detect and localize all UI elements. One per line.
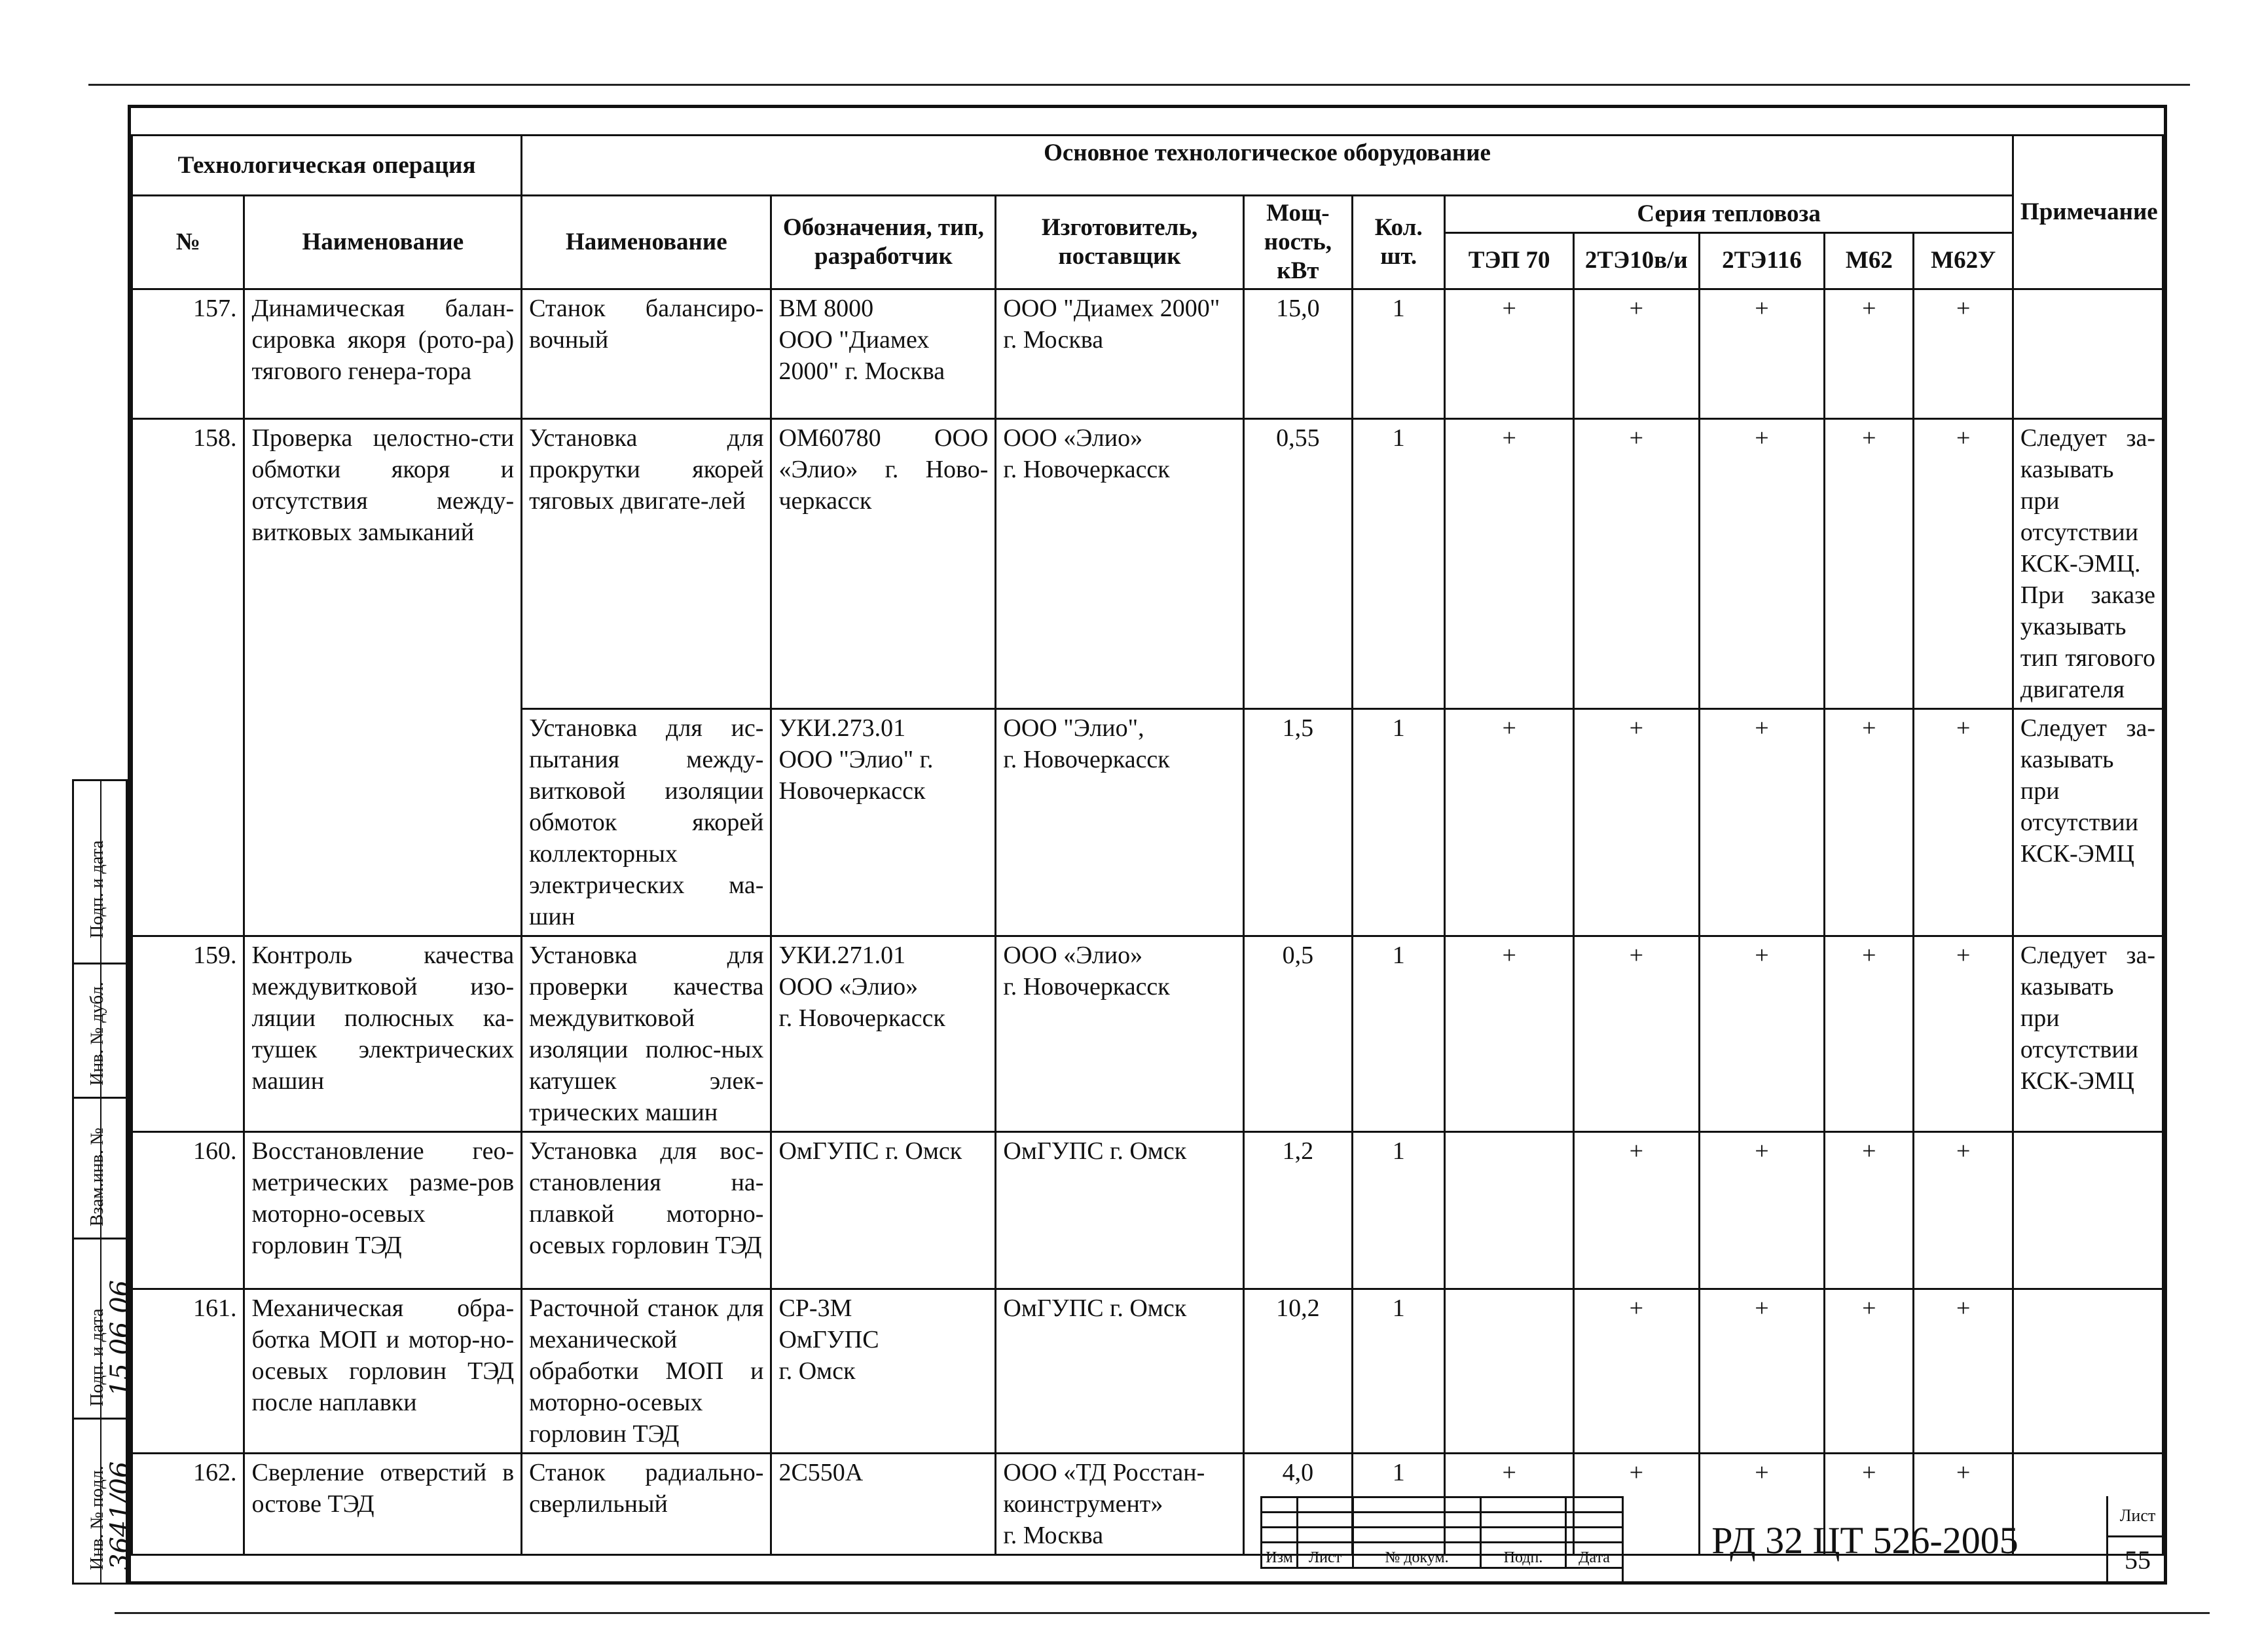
row-note — [2013, 289, 2163, 419]
header-manufacturer: Изготовитель, поставщик — [996, 196, 1243, 289]
table-row — [132, 289, 2163, 419]
header-series-m62: М62 — [1825, 232, 1914, 289]
row-manufacturer: ОмГУПС г. Омск — [996, 1132, 1243, 1289]
row-num: 159. — [132, 936, 244, 1132]
sheet-number: 55 — [2125, 1545, 2151, 1575]
row-equipment-name: Станок балансиро-вочный — [522, 289, 771, 419]
row-equipment-name: Станок радиально-сверлильный — [522, 1454, 771, 1555]
row-series-m62u: + — [1914, 1454, 2013, 1555]
row-series-m62: + — [1825, 1454, 1914, 1555]
row-series-2te116: + — [1699, 1454, 1825, 1555]
side-cell-inv-dubl — [74, 964, 126, 1099]
header-note: Примечание — [2013, 136, 2163, 289]
row-qty: 1 — [1353, 936, 1445, 1132]
header-qty: Кол. шт. — [1353, 196, 1445, 289]
row-series-tep70: + — [1445, 419, 1574, 709]
row-power: 1,2 — [1243, 1132, 1352, 1289]
row-operation: Восстановление гео-метрических разме-ров моторно-осевых горловин ТЭД — [244, 1132, 522, 1289]
row-note: Следует за-казывать при отсутствии КСК-ЭМЦ. При заказе указывать тип тягового двигателя — [2013, 419, 2163, 709]
row-qty: 1 — [1353, 1454, 1445, 1555]
row-series-m62u: + — [1914, 289, 2013, 419]
row-note — [2013, 1132, 2163, 1289]
row-power: 0,5 — [1243, 936, 1352, 1132]
side-cell-vzam-inv — [74, 1099, 126, 1239]
table-row — [132, 1289, 2163, 1454]
row-num: 160. — [132, 1132, 244, 1289]
row-series-m62: + — [1825, 1132, 1914, 1289]
row-power: 10,2 — [1243, 1289, 1352, 1454]
side-signature-date: 15.06.06 — [105, 1279, 136, 1397]
side-cell-inv-podl — [74, 1420, 136, 1583]
row-operation: Динамическая балан-сировка якоря (рото-ра) тягового генера-тора — [244, 289, 522, 419]
row-series-tep70: + — [1445, 936, 1574, 1132]
row-series-m62: + — [1825, 1289, 1914, 1454]
header-series-tep70: ТЭП 70 — [1445, 232, 1574, 289]
row-designation: СР-3М ОмГУПС г. Омск — [771, 1289, 996, 1454]
row-num: 157. — [132, 289, 244, 419]
row-operation: Контроль качества междувитковой изо-ляции полюсных ка-тушек электрических машин — [244, 936, 522, 1132]
row-series-m62: + — [1825, 936, 1914, 1132]
row-note: Следует за-казывать при отсутствии КСК-ЭМЦ — [2013, 936, 2163, 1132]
row-series-2te10: + — [1574, 936, 1700, 1132]
row-series-m62u: + — [1914, 936, 2013, 1132]
header-num: № — [132, 196, 244, 289]
row-equipment-name: Установка для вос-становления на-плавкой моторно-осевых горловин ТЭД — [522, 1132, 771, 1289]
row-series-2te10: + — [1574, 709, 1700, 936]
row-power: 0,55 — [1243, 419, 1352, 709]
header-op-name: Наименование — [244, 196, 522, 289]
side-label-vzam-inv: Взам.инв. № — [87, 1128, 107, 1226]
bottom-rule — [115, 1612, 2210, 1614]
row-series-2te116: + — [1699, 1289, 1825, 1454]
row-series-2te116: + — [1699, 419, 1825, 709]
row-num: 158. — [132, 419, 244, 936]
header-series: Серия тепловоза — [1445, 196, 2013, 233]
row-series-2te116: + — [1699, 709, 1825, 936]
row-qty: 1 — [1353, 709, 1445, 936]
header-tech-operation: Технологическая операция — [132, 136, 522, 196]
sheet-box — [2106, 1496, 2167, 1585]
title-block — [1260, 1496, 2167, 1585]
header-series-2te116: 2ТЭ116 — [1699, 232, 1825, 289]
header-series-m62u: М62У — [1914, 232, 2013, 289]
row-series-2te10: + — [1574, 1289, 1700, 1454]
row-series-m62u: + — [1914, 1289, 2013, 1454]
header-eq-name: Наименование — [522, 196, 771, 289]
row-operation: Сверление отверстий в остове ТЭД — [244, 1454, 522, 1555]
row-series-2te10: + — [1574, 1454, 1700, 1555]
row-manufacturer: ООО «Элио» г. Новочеркасск — [996, 419, 1243, 709]
row-series-tep70: + — [1445, 289, 1574, 419]
row-power: 15,0 — [1243, 289, 1352, 419]
side-cell-podp-data — [74, 781, 126, 964]
row-series-m62: + — [1825, 419, 1914, 709]
row-designation: 2С550А — [771, 1454, 996, 1555]
row-series-m62: + — [1825, 289, 1914, 419]
row-series-2te10: + — [1574, 289, 1700, 419]
tb-label-list: Лист — [1298, 1543, 1353, 1568]
row-series-tep70: + — [1445, 709, 1574, 936]
side-stamp-strip — [72, 779, 136, 1585]
tb-label-data: Дата — [1566, 1543, 1623, 1568]
header-main-equipment: Основное технологическое оборудование — [522, 136, 2013, 196]
row-manufacturer: ООО "Элио", г. Новочеркасск — [996, 709, 1243, 936]
row-qty: 1 — [1353, 289, 1445, 419]
row-qty: 1 — [1353, 1132, 1445, 1289]
row-designation: ВМ 8000 ООО "Диамех 2000" г. Москва — [771, 289, 996, 419]
row-series-m62u: + — [1914, 419, 2013, 709]
tb-label-izm: Изм — [1262, 1543, 1298, 1568]
row-designation: УКИ.271.01 ООО «Элио» г. Новочеркасск — [771, 936, 996, 1132]
row-manufacturer: ООО «Элио» г. Новочеркасск — [996, 936, 1243, 1132]
side-label-inv-podl: Инв. № подл. — [87, 1465, 107, 1570]
header-designation: Обозначения, тип, разработчик — [771, 196, 996, 289]
row-designation: УКИ.273.01 ООО "Элио" г. Новочеркасск — [771, 709, 996, 936]
row-manufacturer: ОмГУПС г. Омск — [996, 1289, 1243, 1454]
table-row — [132, 419, 2163, 709]
row-power: 1,5 — [1243, 709, 1352, 936]
header-power: Мощ-ность, кВт — [1243, 196, 1352, 289]
row-series-2te116: + — [1699, 1132, 1825, 1289]
tb-label-podp: Подп. — [1481, 1543, 1566, 1568]
row-operation: Механическая обра-ботка МОП и мотор-но-осевых горловин ТЭД после наплавки — [244, 1289, 522, 1454]
side-label-inv-dubl: Инв. № дубл. — [87, 982, 107, 1086]
top-rule — [88, 84, 2190, 86]
tb-label-doc: № докум. — [1353, 1543, 1481, 1568]
side-inv-number: 3641/06 — [105, 1461, 136, 1570]
row-num: 162. — [132, 1454, 244, 1555]
row-equipment-name: Расточной станок для механической обработки МОП и моторно-осевых горловин ТЭД — [522, 1289, 771, 1454]
row-series-m62u: + — [1914, 709, 2013, 936]
row-series-m62u: + — [1914, 1132, 2013, 1289]
sheet-label: Лист — [2108, 1496, 2167, 1537]
row-operation: Проверка целостно-сти обмотки якоря и отсутствия между-витковых замыканий — [244, 419, 522, 936]
row-manufacturer: ООО "Диамех 2000" г. Москва — [996, 289, 1243, 419]
row-power: 4,0 — [1243, 1454, 1352, 1555]
row-series-2te116: + — [1699, 289, 1825, 419]
row-series-2te10: + — [1574, 419, 1700, 709]
row-designation: ОМ60780 ООО «Элио» г. Ново-черкасск — [771, 419, 996, 709]
row-series-2te10: + — [1574, 1132, 1700, 1289]
row-series-m62: + — [1825, 709, 1914, 936]
table-row — [132, 936, 2163, 1132]
row-series-tep70 — [1445, 1132, 1574, 1289]
row-manufacturer: ООО «ТД Росстан-коинструмент» г. Москва — [996, 1454, 1243, 1555]
row-equipment-name: Установка для прокрутки якорей тяговых двигате-лей — [522, 419, 771, 709]
row-note: Следует за-казывать при отсутствии КСК-ЭМЦ — [2013, 709, 2163, 936]
side-label-podp-data-2: Подп. и дата — [87, 1308, 107, 1406]
side-cell-podp-data-2 — [74, 1239, 136, 1420]
row-qty: 1 — [1353, 1289, 1445, 1454]
row-series-2te116: + — [1699, 936, 1825, 1132]
row-series-tep70 — [1445, 1289, 1574, 1454]
row-note — [2013, 1289, 2163, 1454]
row-equipment-name: Установка для проверки качества междувитковой изоляции полюс-ных катушек элек-трических машин — [522, 936, 771, 1132]
row-qty: 1 — [1353, 419, 1445, 709]
header-series-2te10: 2ТЭ10в/и — [1574, 232, 1700, 289]
row-designation: ОмГУПС г. Омск — [771, 1132, 996, 1289]
row-num: 161. — [132, 1289, 244, 1454]
table-row — [132, 1132, 2163, 1289]
equipment-table — [131, 134, 2164, 1556]
document-code: РД 32 ЦТ 526-2005 — [1622, 1496, 2106, 1585]
revision-grid — [1260, 1496, 1624, 1569]
row-equipment-name: Установка для ис-пытания между-витковой изоляции обмоток якорей коллекторных электрических ма-шин — [522, 709, 771, 936]
side-label-podp-data: Подп. и дата — [87, 840, 107, 938]
row-series-tep70: + — [1445, 1454, 1574, 1555]
